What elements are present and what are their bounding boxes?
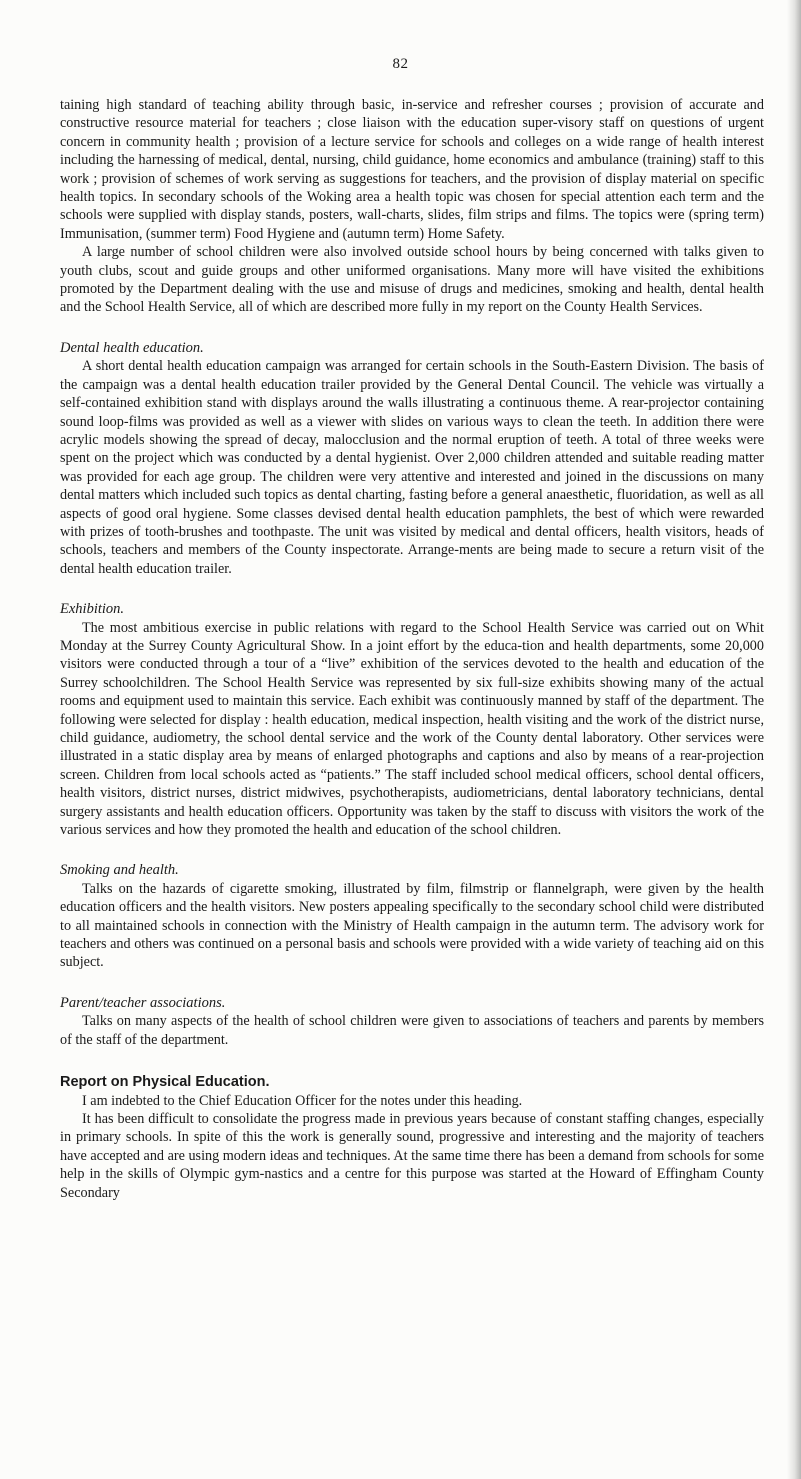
parent-teacher-paragraph: Talks on many aspects of the health of school children were given to associations of teachers and parents by members of the staff of the department. xyxy=(60,1013,764,1048)
document-body xyxy=(60,96,764,1202)
physical-education-paragraph: I am indebted to the Chief Education Officer for the notes under this heading. xyxy=(82,1092,523,1109)
exhibition-paragraph: The most ambitious exercise in public relations with regard to the School Health Service was carried out on Whit Monday at the Surrey County Agricultural Show. In a joint effort by the educa-tion and health departments, some 20,000 visitors were conducted through a tour of a “live” exhibition of the services devoted to the health and education of the Surrey schoolchildren. The School Health Service was represented by six full-size exhibits showing many of the actual rooms and equipment used to maintain this service. Each exhibit was continuously manned by staff of the department. The following were selected for display : health education, medical inspection, health visiting and the work of the district nurse, child guidance, audiometry, the school dental service and the work of the County dental laboratory. Other services were illustrated in a static display area by means of enlarged photographs and captions and also by means of a rear-projection screen. Children from local schools acted as “patients.” The staff included school medical officers, school dental officers, health visitors, district nurses, district midwives, psychotherapists, audiometricians, dental laboratory technicians, dental surgery assistants and health education officers. Opportunity was taken by the staff to discuss with visitors the work of the various services and how they promoted the health and education of the school children. xyxy=(60,619,764,839)
physical-education-heading: Report on Physical Education. xyxy=(60,1074,270,1091)
page-number: 82 xyxy=(392,56,409,72)
parent-teacher-heading: Parent/teacher associations. xyxy=(60,994,226,1011)
intro-paragraph: A large number of school children were also involved outside school hours by being concerned with talks given to youth clubs, scout and guide groups and other uniformed organisations. Many more will have visited the exhibitions promoted by the Department dealing with the use and misuse of drugs and medicines, smoking and health, dental health and the School Health Service, all of which are described more fully in my report on the County Health Services. xyxy=(60,244,764,316)
page-edge-shadow xyxy=(787,0,801,1479)
dental-health-paragraph: A short dental health education campaign was arranged for certain schools in the South-Eastern Division. The basis of the campaign was a dental health education trailer provided by the General Dental Council. The vehicle was virtually a self-contained exhibition stand with displays around the walls illustrating a continuous theme. A rear-projector containing sound loop-films was provided as well as a viewer with slides on various ways to clean the teeth. In addition there were acrylic models showing the spread of decay, malocclusion and the normal eruption of teeth. A total of three weeks were spent on the project which was conducted by a dental hygienist. Over 2,000 children attended and suitable reading matter was provided for each age group. The children were very attentive and interested and joined in the discussions on many dental matters which included such topics as dental charting, fasting before a general anaesthetic, fluoridation, as well as all aspects of good oral hygiene. Some classes devised dental health education pamphlets, the best of which were rewarded with prizes of tooth-brushes and toothpaste. The unit was visited by medical and dental officers, health visitors, heads of schools, teachers and members of the County inspectorate. Arrange-ments are being made to secure a return visit of the dental health education trailer. xyxy=(60,358,764,577)
dental-health-heading: Dental health education. xyxy=(60,339,204,356)
smoking-health-heading: Smoking and health. xyxy=(60,862,179,879)
smoking-health-paragraph: Talks on the hazards of cigarette smoking, illustrated by film, filmstrip or flannelgraph, were given by the health education officers and the health visitors. New posters appealing specifically to the secondary school child were distributed to all maintained schools in connection with the Ministry of Health campaign in the autumn term. The advisory work for teachers and others was continued on a personal basis and schools were provided with a wide variety of teaching aid on this subject. xyxy=(60,880,764,971)
physical-education-paragraph: It has been difficult to consolidate the progress made in previous years because of constant staffing changes, especially in primary schools. In spite of this the work is generally sound, progressive and interesting and the majority of teachers have accepted and are using modern ideas and techniques. At the same time there has been a demand from schools for some help in the skills of Olympic gym-nastics and a centre for this purpose was started at the Howard of Effingham County Secondary xyxy=(60,1110,764,1201)
intro-paragraph-continued: taining high standard of teaching ability through basic, in-service and refresher courses ; provision of accurate and constructive resource material for teachers ; close liaison with the education super-visory staff on questions of urgent concern in community health ; provision of a lecture service for schools and colleges on a wide range of health interest including the harnessing of medical, dental, nursing, child guidance, home economics and ambulance (training) staff to this work ; provision of schemes of work serving as suggestions for teachers, and the provision of display material on specific health topics. In secondary schools of the Woking area a health topic was chosen for special attention each term and the schools were supplied with display stands, posters, wall-charts, slides, film strips and films. The topics were (spring term) Immunisation, (summer term) Food Hygiene and (autumn term) Home Safety. xyxy=(60,97,764,242)
exhibition-heading: Exhibition. xyxy=(60,601,125,618)
